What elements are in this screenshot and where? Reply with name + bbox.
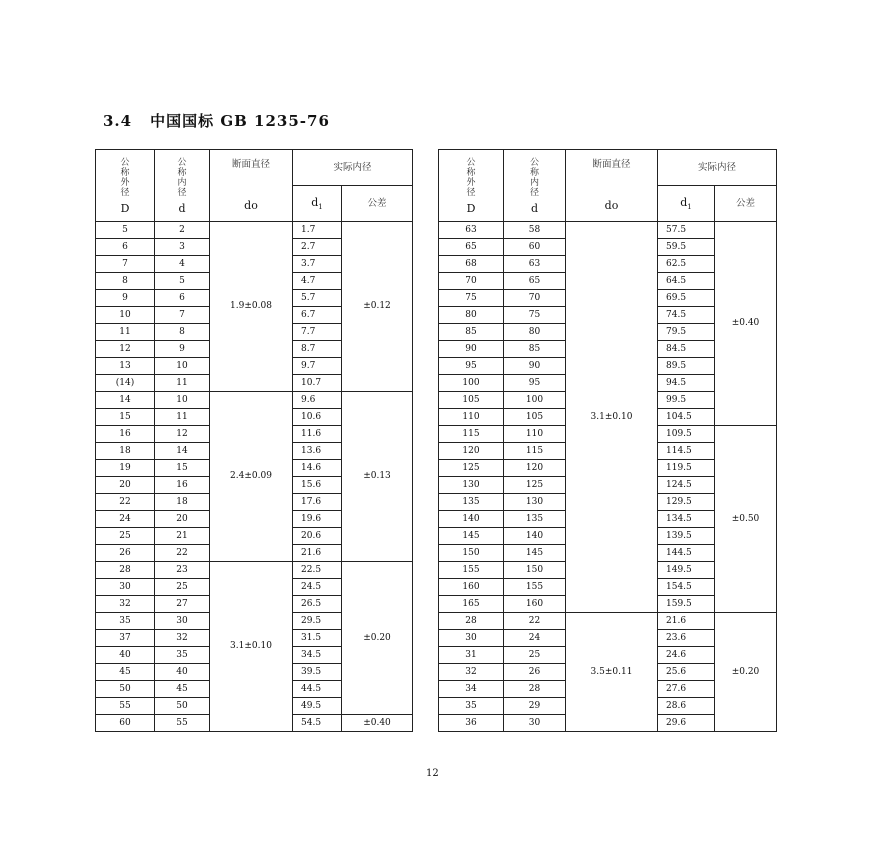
actual-inner-diameter-cell: 149.5 [658,562,715,579]
header-char: 径 [466,187,476,198]
outer-diameter-cell: 25 [96,528,155,545]
inner-diameter-cell: 32 [155,630,210,647]
actual-inner-diameter-cell: 49.5 [293,698,342,715]
actual-inner-diameter-cell: 114.5 [658,443,715,460]
inner-diameter-cell: 20 [155,511,210,528]
actual-inner-diameter-cell: 62.5 [658,256,715,273]
header-inner-diameter [155,150,210,222]
inner-diameter-cell: 4 [155,256,210,273]
header-tolerance [715,186,777,222]
outer-diameter-cell: 6 [96,239,155,256]
header-inner-diameter-symbol: d [178,201,186,215]
header-char: 内 [177,177,187,188]
section-diameter-cell: 3.5±0.11 [566,613,658,732]
actual-inner-diameter-cell: 21.6 [658,613,715,630]
inner-diameter-cell: 25 [155,579,210,596]
inner-diameter-cell: 160 [504,596,566,613]
header-outer-diameter-symbol: D [120,201,130,215]
outer-diameter-cell: 115 [439,426,504,443]
actual-inner-diameter-cell: 24.5 [293,579,342,596]
outer-diameter-cell: 15 [96,409,155,426]
header-char: 公 [529,157,539,168]
inner-diameter-cell: 5 [155,273,210,290]
outer-diameter-cell: 13 [96,358,155,375]
header-d1-subscript: 1 [318,202,323,211]
outer-diameter-cell: 31 [439,647,504,664]
actual-inner-diameter-cell: 6.7 [293,307,342,324]
inner-diameter-cell: 110 [504,426,566,443]
outer-diameter-cell: 90 [439,341,504,358]
actual-inner-diameter-cell: 10.7 [293,375,342,392]
actual-inner-diameter-cell: 27.6 [658,681,715,698]
outer-diameter-cell: 45 [96,664,155,681]
inner-diameter-cell: 125 [504,477,566,494]
inner-diameter-cell: 6 [155,290,210,307]
inner-diameter-cell: 65 [504,273,566,290]
inner-diameter-cell: 2 [155,222,210,239]
actual-inner-diameter-cell: 15.6 [293,477,342,494]
inner-diameter-cell: 135 [504,511,566,528]
actual-inner-diameter-cell: 23.6 [658,630,715,647]
header-char: 外 [466,177,476,188]
header-section-diameter [566,150,658,222]
inner-diameter-cell: 50 [155,698,210,715]
actual-inner-diameter-cell: 119.5 [658,460,715,477]
table-row [439,222,777,239]
actual-inner-diameter-cell: 9.6 [293,392,342,409]
header-d1-symbol: d [680,195,688,209]
inner-diameter-cell: 130 [504,494,566,511]
actual-inner-diameter-cell: 13.6 [293,443,342,460]
inner-diameter-cell: 26 [504,664,566,681]
header-inner-diameter [504,150,566,222]
actual-inner-diameter-cell: 11.6 [293,426,342,443]
inner-diameter-cell: 105 [504,409,566,426]
section-diameter-cell: 1.9±0.08 [210,222,293,392]
actual-inner-diameter-cell: 129.5 [658,494,715,511]
outer-diameter-cell: 95 [439,358,504,375]
inner-diameter-cell: 30 [504,715,566,732]
header-section-diameter [210,150,293,222]
header-outer-diameter-label [96,158,154,198]
outer-diameter-cell: 105 [439,392,504,409]
outer-diameter-cell: 75 [439,290,504,307]
header-char: 称 [120,167,130,178]
outer-diameter-cell: 18 [96,443,155,460]
header-actual-inner-diameter-label: 实际内径 [333,161,372,173]
actual-inner-diameter-cell: 144.5 [658,545,715,562]
actual-inner-diameter-cell: 104.5 [658,409,715,426]
actual-inner-diameter-cell: 39.5 [293,664,342,681]
header-d1 [658,186,715,222]
inner-diameter-cell: 18 [155,494,210,511]
inner-diameter-cell: 40 [155,664,210,681]
header-row [439,150,777,186]
inner-diameter-cell: 24 [504,630,566,647]
inner-diameter-cell: 60 [504,239,566,256]
actual-inner-diameter-cell: 21.6 [293,545,342,562]
header-char: 径 [120,187,130,198]
outer-diameter-cell: 125 [439,460,504,477]
actual-inner-diameter-cell: 57.5 [658,222,715,239]
inner-diameter-cell: 15 [155,460,210,477]
inner-diameter-cell: 63 [504,256,566,273]
header-char: 外 [120,177,130,188]
inner-diameter-cell: 120 [504,460,566,477]
table-row [96,222,413,239]
actual-inner-diameter-cell: 28.6 [658,698,715,715]
section-title-text: 中国国标 GB 1235-76 [150,112,330,130]
section-diameter-cell: 2.4±0.09 [210,392,293,562]
inner-diameter-cell: 115 [504,443,566,460]
inner-diameter-cell: 16 [155,477,210,494]
header-char: 公 [177,157,187,168]
actual-inner-diameter-cell: 1.7 [293,222,342,239]
outer-diameter-cell: 34 [439,681,504,698]
inner-diameter-cell: 35 [155,647,210,664]
outer-diameter-cell: 16 [96,426,155,443]
actual-inner-diameter-cell: 26.5 [293,596,342,613]
actual-inner-diameter-cell: 34.5 [293,647,342,664]
actual-inner-diameter-cell: 7.7 [293,324,342,341]
outer-diameter-cell: 160 [439,579,504,596]
header-section-diameter-label: 断面直径 [592,159,631,170]
inner-diameter-cell: 7 [155,307,210,324]
actual-inner-diameter-cell: 29.5 [293,613,342,630]
tolerance-cell: ±0.12 [342,222,413,392]
actual-inner-diameter-cell: 31.5 [293,630,342,647]
actual-inner-diameter-cell: 94.5 [658,375,715,392]
inner-diameter-cell: 23 [155,562,210,579]
outer-diameter-cell: 19 [96,460,155,477]
inner-diameter-cell: 14 [155,443,210,460]
left-spec-table [95,149,413,732]
actual-inner-diameter-cell: 139.5 [658,528,715,545]
outer-diameter-cell: 50 [96,681,155,698]
actual-inner-diameter-cell: 25.6 [658,664,715,681]
inner-diameter-cell: 9 [155,341,210,358]
inner-diameter-cell: 85 [504,341,566,358]
actual-inner-diameter-cell: 159.5 [658,596,715,613]
actual-inner-diameter-cell: 44.5 [293,681,342,698]
section-title [103,110,330,131]
inner-diameter-cell: 140 [504,528,566,545]
header-tolerance-label: 公差 [367,197,387,209]
inner-diameter-cell: 30 [155,613,210,630]
actual-inner-diameter-cell: 4.7 [293,273,342,290]
header-char: 称 [466,167,476,178]
actual-inner-diameter-cell: 89.5 [658,358,715,375]
page-number: 12 [426,768,439,779]
tolerance-cell: ±0.40 [342,715,413,732]
table-row [439,613,777,630]
header-outer-diameter [439,150,504,222]
right-spec-table [438,149,777,732]
tolerance-cell: ±0.40 [715,222,777,426]
outer-diameter-cell: 20 [96,477,155,494]
inner-diameter-cell: 150 [504,562,566,579]
actual-inner-diameter-cell: 22.5 [293,562,342,579]
header-char: 称 [529,167,539,178]
header-char: 称 [177,167,187,178]
actual-inner-diameter-cell: 99.5 [658,392,715,409]
actual-inner-diameter-cell: 29.6 [658,715,715,732]
header-inner-diameter-label [155,158,209,198]
outer-diameter-cell: 120 [439,443,504,460]
inner-diameter-cell: 11 [155,375,210,392]
header-tolerance-label: 公差 [736,197,756,209]
outer-diameter-cell: 60 [96,715,155,732]
actual-inner-diameter-cell: 20.6 [293,528,342,545]
outer-diameter-cell: 70 [439,273,504,290]
inner-diameter-cell: 45 [155,681,210,698]
outer-diameter-cell: 140 [439,511,504,528]
inner-diameter-cell: 75 [504,307,566,324]
inner-diameter-cell: 22 [155,545,210,562]
outer-diameter-cell: 24 [96,511,155,528]
outer-diameter-cell: 145 [439,528,504,545]
header-inner-diameter-label [504,158,565,198]
table-row [96,392,413,409]
header-section-diameter-label: 断面直径 [231,159,270,170]
inner-diameter-cell: 10 [155,358,210,375]
header-char: 公 [120,157,130,168]
outer-diameter-cell: 35 [96,613,155,630]
outer-diameter-cell: 12 [96,341,155,358]
outer-diameter-cell: (14) [96,375,155,392]
outer-diameter-cell: 80 [439,307,504,324]
header-char: 公 [466,157,476,168]
actual-inner-diameter-cell: 124.5 [658,477,715,494]
inner-diameter-cell: 21 [155,528,210,545]
header-tolerance [342,186,413,222]
tolerance-cell: ±0.20 [342,562,413,715]
header-inner-diameter-symbol: d [530,201,539,215]
outer-diameter-cell: 36 [439,715,504,732]
inner-diameter-cell: 58 [504,222,566,239]
inner-diameter-cell: 70 [504,290,566,307]
actual-inner-diameter-cell: 8.7 [293,341,342,358]
inner-diameter-cell: 90 [504,358,566,375]
inner-diameter-cell: 27 [155,596,210,613]
header-d1-symbol: d [311,195,319,209]
outer-diameter-cell: 30 [96,579,155,596]
tolerance-cell: ±0.13 [342,392,413,562]
tolerance-cell: ±0.50 [715,426,777,613]
actual-inner-diameter-cell: 2.7 [293,239,342,256]
outer-diameter-cell: 9 [96,290,155,307]
outer-diameter-cell: 26 [96,545,155,562]
actual-inner-diameter-cell: 9.7 [293,358,342,375]
outer-diameter-cell: 11 [96,324,155,341]
actual-inner-diameter-cell: 154.5 [658,579,715,596]
header-outer-diameter-label [439,158,503,198]
outer-diameter-cell: 22 [96,494,155,511]
outer-diameter-cell: 28 [96,562,155,579]
actual-inner-diameter-cell: 134.5 [658,511,715,528]
outer-diameter-cell: 8 [96,273,155,290]
header-actual-inner-diameter-label: 实际内径 [698,161,737,173]
header-outer-diameter [96,150,155,222]
actual-inner-diameter-cell: 54.5 [293,715,342,732]
outer-diameter-cell: 7 [96,256,155,273]
actual-inner-diameter-cell: 17.6 [293,494,342,511]
header-char: 内 [529,177,539,188]
section-number: 3.4 [103,112,133,130]
inner-diameter-cell: 3 [155,239,210,256]
outer-diameter-cell: 37 [96,630,155,647]
actual-inner-diameter-cell: 5.7 [293,290,342,307]
outer-diameter-cell: 14 [96,392,155,409]
inner-diameter-cell: 155 [504,579,566,596]
actual-inner-diameter-cell: 3.7 [293,256,342,273]
inner-diameter-cell: 100 [504,392,566,409]
header-d1 [293,186,342,222]
outer-diameter-cell: 32 [96,596,155,613]
header-row [96,150,413,186]
actual-inner-diameter-cell: 19.6 [293,511,342,528]
outer-diameter-cell: 35 [439,698,504,715]
outer-diameter-cell: 150 [439,545,504,562]
outer-diameter-cell: 68 [439,256,504,273]
outer-diameter-cell: 100 [439,375,504,392]
tolerance-cell: ±0.20 [715,613,777,732]
header-actual-inner-diameter [658,150,777,186]
inner-diameter-cell: 80 [504,324,566,341]
table-row [96,562,413,579]
actual-inner-diameter-cell: 79.5 [658,324,715,341]
section-diameter-cell: 3.1±0.10 [566,222,658,613]
actual-inner-diameter-cell: 69.5 [658,290,715,307]
outer-diameter-cell: 130 [439,477,504,494]
outer-diameter-cell: 165 [439,596,504,613]
outer-diameter-cell: 135 [439,494,504,511]
inner-diameter-cell: 29 [504,698,566,715]
header-section-diameter-symbol: do [244,199,258,212]
header-char: 径 [177,187,187,198]
actual-inner-diameter-cell: 109.5 [658,426,715,443]
inner-diameter-cell: 25 [504,647,566,664]
outer-diameter-cell: 55 [96,698,155,715]
outer-diameter-cell: 65 [439,239,504,256]
outer-diameter-cell: 155 [439,562,504,579]
actual-inner-diameter-cell: 10.6 [293,409,342,426]
actual-inner-diameter-cell: 14.6 [293,460,342,477]
inner-diameter-cell: 12 [155,426,210,443]
inner-diameter-cell: 22 [504,613,566,630]
header-actual-inner-diameter [293,150,413,186]
inner-diameter-cell: 8 [155,324,210,341]
outer-diameter-cell: 63 [439,222,504,239]
header-d1-subscript: 1 [687,202,692,211]
inner-diameter-cell: 145 [504,545,566,562]
inner-diameter-cell: 28 [504,681,566,698]
outer-diameter-cell: 30 [439,630,504,647]
inner-diameter-cell: 95 [504,375,566,392]
outer-diameter-cell: 40 [96,647,155,664]
outer-diameter-cell: 85 [439,324,504,341]
actual-inner-diameter-cell: 59.5 [658,239,715,256]
outer-diameter-cell: 110 [439,409,504,426]
outer-diameter-cell: 5 [96,222,155,239]
inner-diameter-cell: 11 [155,409,210,426]
header-section-diameter-symbol: do [604,199,619,212]
outer-diameter-cell: 10 [96,307,155,324]
outer-diameter-cell: 28 [439,613,504,630]
actual-inner-diameter-cell: 64.5 [658,273,715,290]
header-outer-diameter-symbol: D [466,201,476,215]
outer-diameter-cell: 32 [439,664,504,681]
actual-inner-diameter-cell: 24.6 [658,647,715,664]
section-diameter-cell: 3.1±0.10 [210,562,293,732]
header-char: 径 [529,187,539,198]
actual-inner-diameter-cell: 74.5 [658,307,715,324]
inner-diameter-cell: 10 [155,392,210,409]
inner-diameter-cell: 55 [155,715,210,732]
actual-inner-diameter-cell: 84.5 [658,341,715,358]
